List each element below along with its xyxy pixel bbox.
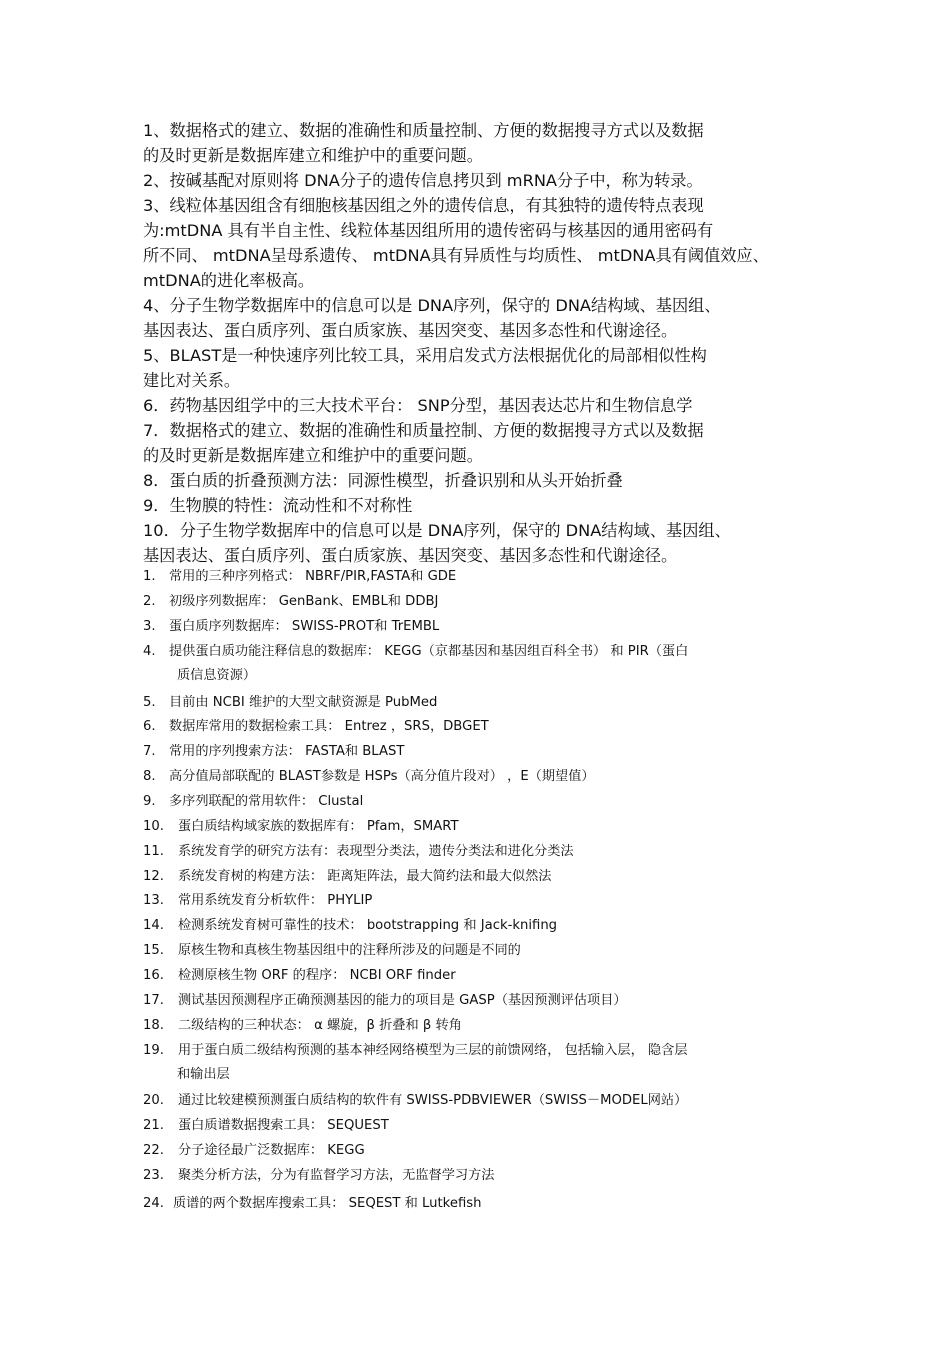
text-line: 1、数据格式的建立、数据的准确性和质量控制、方便的数据搜寻方式以及数据 bbox=[143, 121, 704, 140]
item-text: 蛋白质谱数据搜索工具： SEQUEST bbox=[178, 1118, 389, 1133]
text-line: 所不同、 mtDNA呈母系遗传、 mtDNA具有异质性与均质性、 mtDNA具有阈值效应、 bbox=[143, 246, 769, 265]
item-text: 数据库常用的数据检索工具： Entrez ，SRS，DBGET bbox=[169, 719, 489, 734]
item-text: 二级结构的三种状态： α 螺旋，β 折叠和 β 转角 bbox=[178, 1018, 462, 1033]
item-number: 24. bbox=[143, 1196, 164, 1211]
list-item bbox=[143, 965, 456, 987]
text-line: 3、线粒体基因组含有细胞核基因组之外的遗传信息，有其独特的遗传特点表现 bbox=[143, 196, 704, 215]
item-number: 10. bbox=[143, 819, 164, 834]
item-text: 用于蛋白质二级结构预测的基本神经网络模型为三层的前馈网络， 包括输入层， 隐含层 bbox=[178, 1043, 688, 1058]
list-item bbox=[143, 1115, 389, 1137]
item-number: 8. bbox=[143, 769, 156, 784]
text-line: 5、BLAST是一种快速序列比较工具，采用启发式方法根据优化的局部相似性构 bbox=[143, 346, 707, 365]
text-line: 的及时更新是数据库建立和维护中的重要问题。 bbox=[143, 146, 483, 165]
item-text: 蛋白质结构域家族的数据库有： Pfam，SMART bbox=[178, 819, 459, 834]
item-text: 聚类分析方法，分为有监督学习方法，无监督学习方法 bbox=[178, 1168, 495, 1183]
item-text: 测试基因预测程序正确预测基因的能力的项目是 GASP（基因预测评估项目） bbox=[178, 993, 627, 1008]
text-line: 基因表达、蛋白质序列、蛋白质家族、基因突变、基因多态性和代谢途径。 bbox=[143, 546, 678, 565]
item-number: 11. bbox=[143, 844, 164, 859]
text-line: 基因表达、蛋白质序列、蛋白质家族、基因突变、基因多态性和代谢途径。 bbox=[143, 321, 678, 340]
item-number: 17. bbox=[143, 993, 164, 1008]
item-text: 检测原核生物 ORF 的程序： NCBI ORF finder bbox=[178, 968, 456, 983]
list-item bbox=[143, 1040, 688, 1062]
list-item bbox=[143, 741, 404, 763]
text-line: 9．生物膜的特性：流动性和不对称性 bbox=[143, 496, 413, 515]
item-number: 6. bbox=[143, 719, 156, 734]
item-number: 2. bbox=[143, 594, 156, 609]
list-item bbox=[143, 1140, 365, 1162]
list-item bbox=[143, 866, 551, 888]
item-text: 多序列联配的常用软件： Clustal bbox=[169, 794, 364, 809]
item-number: 4. bbox=[143, 644, 156, 659]
list-item bbox=[143, 990, 627, 1012]
item-text: 常用的序列搜索方法： FASTA和 BLAST bbox=[169, 744, 405, 759]
list-item bbox=[143, 692, 437, 714]
list-item bbox=[143, 1165, 495, 1187]
list-item-continuation: 质信息资源） bbox=[177, 668, 257, 683]
list-item bbox=[143, 566, 456, 588]
item-text: 质谱的两个数据库搜索工具： SEQEST 和 Lutkefish bbox=[173, 1196, 482, 1211]
item-number: 16. bbox=[143, 968, 164, 983]
list-item bbox=[143, 940, 521, 962]
item-number: 22. bbox=[143, 1143, 164, 1158]
list-item bbox=[143, 915, 557, 937]
item-text: 系统发育学的研究方法有：表现型分类法，遗传分类法和进化分类法 bbox=[178, 844, 574, 859]
list-item-continuation: 和输出层 bbox=[177, 1067, 230, 1082]
item-number: 1. bbox=[143, 569, 156, 584]
item-number: 12. bbox=[143, 869, 164, 884]
item-number: 3. bbox=[143, 619, 156, 634]
item-text: 蛋白质序列数据库： SWISS-PROT和 TrEMBL bbox=[169, 619, 440, 634]
text-line: 为:mtDNA 具有半自主性、线粒体基因组所用的遗传密码与核基因的通用密码有 bbox=[143, 221, 714, 240]
list-item bbox=[143, 1193, 482, 1215]
item-text: 提供蛋白质功能注释信息的数据库： KEGG（京都基因和基因组百科全书） 和 PIR（蛋白 bbox=[169, 644, 689, 659]
item-number: 20. bbox=[143, 1093, 164, 1108]
text-line: 2、按碱基配对原则将 DNA分子的遗传信息拷贝到 mRNA分子中，称为转录。 bbox=[143, 171, 703, 190]
item-text: 初级序列数据库： GenBank、EMBL和 DDBJ bbox=[169, 594, 439, 609]
text-line: 8．蛋白质的折叠预测方法：同源性模型，折叠识别和从头开始折叠 bbox=[143, 471, 623, 490]
item-number: 13. bbox=[143, 893, 164, 908]
item-text: 常用的三种序列格式： NBRF/PIR,FASTA和 GDE bbox=[169, 569, 457, 584]
item-text: 目前由 NCBI 维护的大型文献资源是 PubMed bbox=[169, 695, 438, 710]
list-item bbox=[143, 1090, 687, 1112]
fill-in-section-1 bbox=[143, 118, 823, 568]
list-item bbox=[143, 890, 372, 912]
list-item bbox=[143, 616, 439, 638]
item-text: 分子途径最广泛数据库： KEGG bbox=[178, 1143, 365, 1158]
text-line: 建比对关系。 bbox=[143, 371, 241, 390]
item-number: 18. bbox=[143, 1018, 164, 1033]
item-text: 高分值局部联配的 BLAST参数是 HSPs（高分值片段对） ，E（期望值） bbox=[169, 769, 595, 784]
list-item bbox=[143, 766, 595, 788]
item-number: 15. bbox=[143, 943, 164, 958]
text-line: mtDNA的进化率极高。 bbox=[143, 271, 315, 290]
item-number: 21. bbox=[143, 1118, 164, 1133]
text-line: 6．药物基因组学中的三大技术平台： SNP分型，基因表达芯片和生物信息学 bbox=[143, 396, 693, 415]
item-text: 常用系统发育分析软件： PHYLIP bbox=[178, 893, 373, 908]
item-number: 14. bbox=[143, 918, 164, 933]
text-line: 的及时更新是数据库建立和维护中的重要问题。 bbox=[143, 446, 483, 465]
item-text: 检测系统发育树可靠性的技术： bootstrapping 和 Jack-knifing bbox=[178, 918, 558, 933]
item-number: 7. bbox=[143, 744, 156, 759]
item-text: 系统发育树的构建方法： 距离矩阵法，最大简约法和最大似然法 bbox=[178, 869, 552, 884]
item-number: 23. bbox=[143, 1168, 164, 1183]
list-item bbox=[143, 816, 459, 838]
item-number: 9. bbox=[143, 794, 156, 809]
text-line: 7．数据格式的建立、数据的准确性和质量控制、方便的数据搜寻方式以及数据 bbox=[143, 421, 704, 440]
list-item bbox=[143, 841, 574, 863]
list-item bbox=[143, 591, 438, 613]
item-number: 19. bbox=[143, 1043, 164, 1058]
list-item bbox=[143, 1015, 462, 1037]
list-item bbox=[143, 641, 688, 663]
list-item bbox=[143, 791, 363, 813]
text-line: 10．分子生物学数据库中的信息可以是 DNA序列，保守的 DNA结构域、基因组、 bbox=[143, 521, 731, 540]
list-item bbox=[143, 716, 489, 738]
item-number: 5. bbox=[143, 695, 156, 710]
item-text: 原核生物和真核生物基因组中的注释所涉及的问题是不同的 bbox=[178, 943, 521, 958]
item-text: 通过比较建模预测蛋白质结构的软件有 SWISS-PDBVIEWER（SWISS－MODEL网站） bbox=[178, 1093, 688, 1108]
text-line: 4、分子生物学数据库中的信息可以是 DNA序列，保守的 DNA结构域、基因组、 bbox=[143, 296, 721, 315]
